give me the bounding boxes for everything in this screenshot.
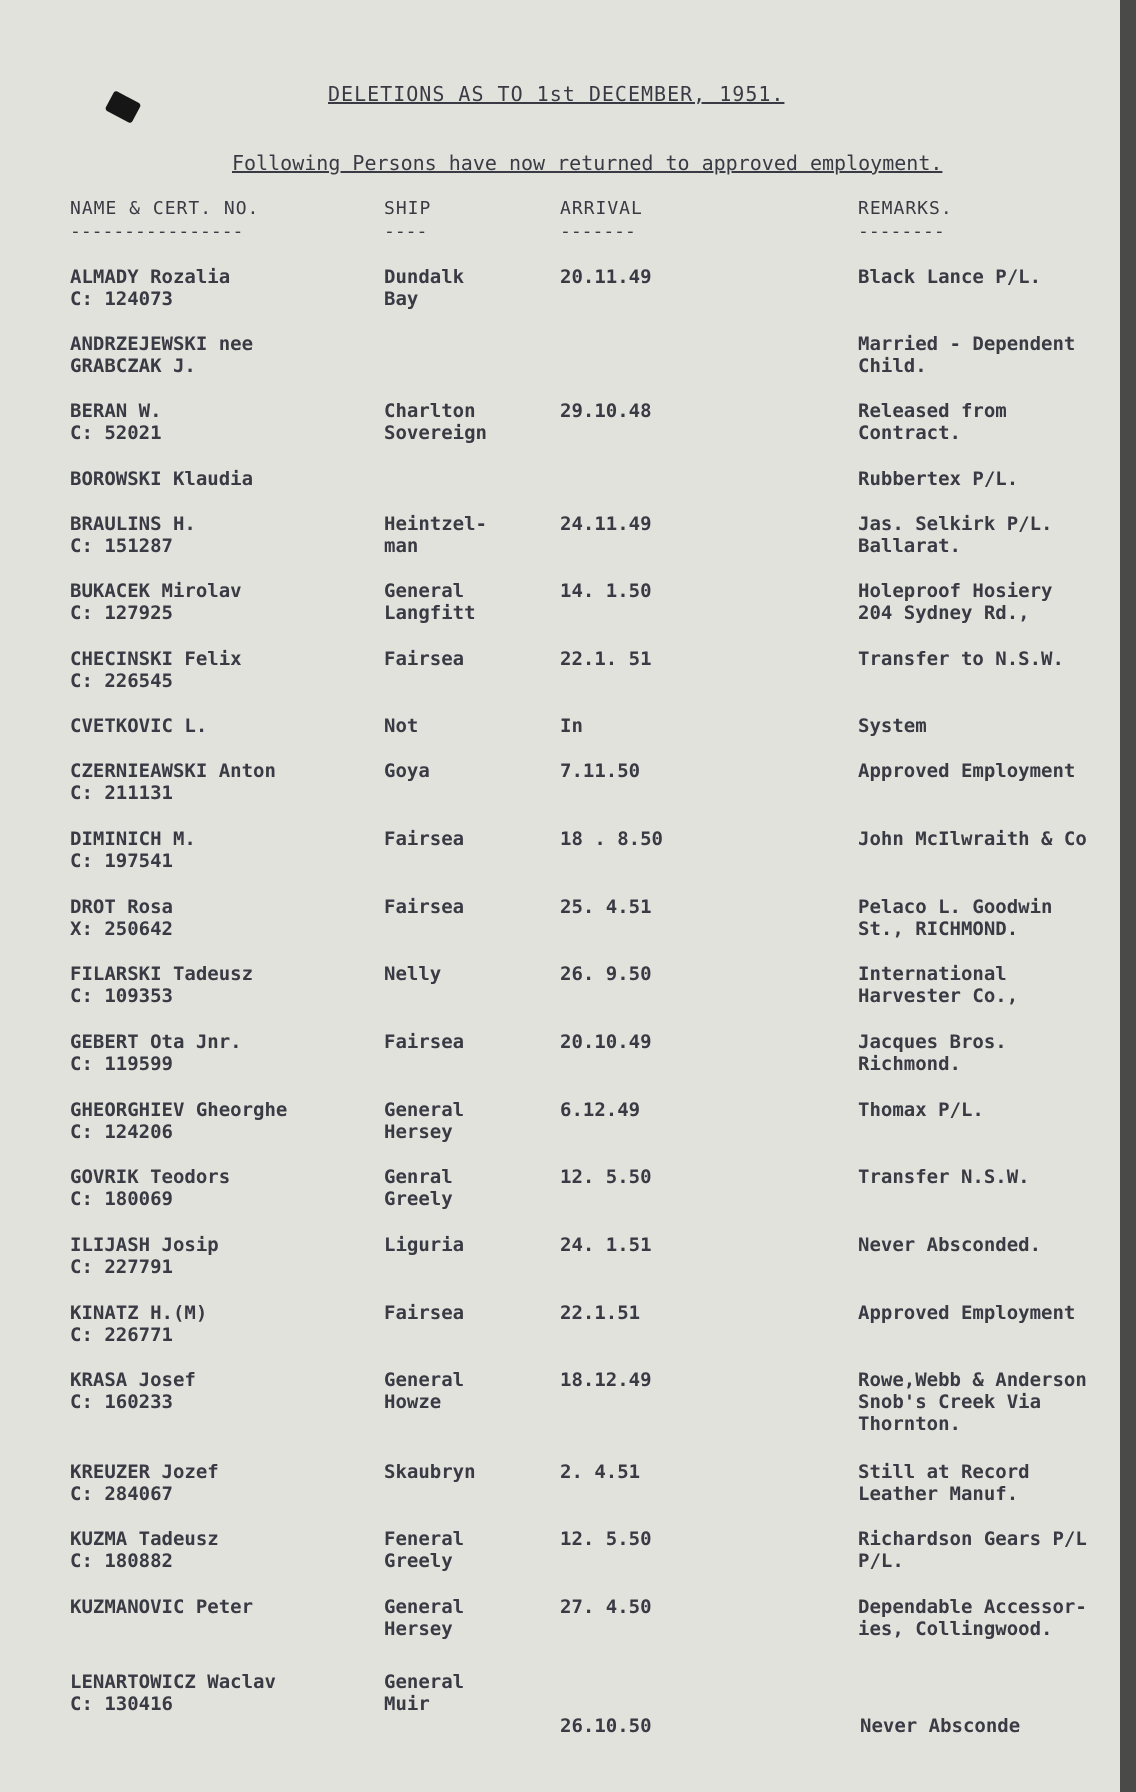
punched-hole [105,90,142,124]
remarks-text: Black Lance P/L. [858,266,1042,288]
last-remarks: Never Absconde [860,1715,1021,1737]
person-name: DROT Rosa X: 250642 [70,896,173,940]
ship-name: General Howze [384,1369,465,1413]
remarks-text: Transfer N.S.W. [858,1166,1030,1188]
column-header-ship: SHIP ---- [384,198,432,242]
ship-name: Not [384,715,419,737]
arrival-date: 6.12.49 [560,1099,641,1121]
column-header-remarks: REMARKS. -------- [858,198,953,242]
person-name: ALMADY Rozalia C: 124073 [70,266,231,310]
remarks-text: Approved Employment [858,760,1076,782]
person-name: BRAULINS H. C: 151287 [70,513,196,557]
remarks-text: Married - Dependent Child. [858,333,1076,377]
remarks-text: System [858,715,927,737]
arrival-date: 22.1. 51 [560,648,652,670]
person-name: DIMINICH M. C: 197541 [70,828,196,872]
remarks-text: Approved Employment [858,1302,1076,1324]
ship-name: Fairsea [384,896,465,918]
person-name: LENARTOWICZ Waclav C: 130416 [70,1671,276,1715]
last-arrival: 26.10.50 [560,1715,652,1737]
person-name: KINATZ H.(M) C: 226771 [70,1302,208,1346]
remarks-text: Rowe,Webb & Anderson Snob's Creek Via Thornton. [858,1369,1087,1435]
person-name: ANDRZEJEWSKI nee GRABCZAK J. [70,333,254,377]
ship-name: Feneral Greely [384,1528,465,1572]
header-rule: ---- [384,220,428,242]
header-rule: ------- [560,220,636,242]
remarks-text: Pelaco L. Goodwin St., RICHMOND. [858,896,1053,940]
person-name: GEBERT Ota Jnr. C: 119599 [70,1031,242,1075]
arrival-date: 2. 4.51 [560,1461,641,1483]
remarks-text: Jas. Selkirk P/L. Ballarat. [858,513,1053,557]
arrival-date: 20.11.49 [560,266,652,288]
ship-name: Genral Greely [384,1166,453,1210]
arrival-date: 24. 1.51 [560,1234,652,1256]
column-header-arrival: ARRIVAL ------- [560,198,643,242]
person-name: KREUZER Jozef C: 284067 [70,1461,219,1505]
person-name: BUKACEK Mirolav C: 127925 [70,580,242,624]
arrival-date: 14. 1.50 [560,580,652,602]
remarks-text: Dependable Accessor- ies, Collingwood. [858,1596,1087,1640]
header-rule: ---------------- [70,220,244,242]
ship-name: Fairsea [384,1302,465,1324]
ship-name: Nelly [384,963,442,985]
remarks-text: Released from Contract. [858,400,1007,444]
column-header-name: NAME & CERT. NO. ---------------- [70,198,260,242]
ship-name: Skaubryn [384,1461,476,1483]
remarks-text: Richardson Gears P/L P/L. [858,1528,1087,1572]
person-name: CZERNIEAWSKI Anton C: 211131 [70,760,276,804]
page-subtitle: Following Persons have now returned to approved employment. [232,151,943,175]
arrival-date: 18 . 8.50 [560,828,663,850]
arrival-date: 24.11.49 [560,513,652,535]
remarks-text: Thomax P/L. [858,1099,984,1121]
person-name: GHEORGHIEV Gheorghe C: 124206 [70,1099,288,1143]
arrival-date: 7.11.50 [560,760,641,782]
ship-name: General Muir [384,1671,465,1715]
remarks-text: Holeproof Hosiery 204 Sydney Rd., [858,580,1053,624]
arrival-date: 18.12.49 [560,1369,652,1391]
person-name: KRASA Josef C: 160233 [70,1369,196,1413]
header-rule: -------- [858,220,945,242]
ship-name: Fairsea [384,828,465,850]
arrival-date: In [560,715,583,737]
ship-name: Fairsea [384,1031,465,1053]
arrival-date: 12. 5.50 [560,1528,652,1550]
person-name: CVETKOVIC L. [70,715,208,737]
arrival-date: 29.10.48 [560,400,652,422]
person-name: ILIJASH Josip C: 227791 [70,1234,219,1278]
ship-name: General Langfitt [384,580,476,624]
page-title: DELETIONS AS TO 1st DECEMBER, 1951. [328,82,785,106]
arrival-date: 27. 4.50 [560,1596,652,1618]
ship-name: General Hersey [384,1099,465,1143]
arrival-date: 22.1.51 [560,1302,641,1324]
ship-name: Heintzel- man [384,513,487,557]
remarks-text: Transfer to N.S.W. [858,648,1064,670]
remarks-text: John McIlwraith & Co [858,828,1087,850]
ship-name: Charlton Sovereign [384,400,487,444]
remarks-text: Still at Record Leather Manuf. [858,1461,1030,1505]
arrival-date: 25. 4.51 [560,896,652,918]
person-name: BOROWSKI Klaudia [70,468,254,490]
ship-name: Dundalk Bay [384,266,465,310]
arrival-date: 20.10.49 [560,1031,652,1053]
ship-name: General Hersey [384,1596,465,1640]
ship-name: Goya [384,760,430,782]
person-name: GOVRIK Teodors C: 180069 [70,1166,231,1210]
remarks-text: International Harvester Co., [858,963,1019,1007]
person-name: KUZMA Tadeusz C: 180882 [70,1528,219,1572]
arrival-date: 26. 9.50 [560,963,652,985]
ship-name: Liguria [384,1234,465,1256]
person-name: KUZMANOVIC Peter [70,1596,254,1618]
ship-name: Fairsea [384,648,465,670]
remarks-text: Never Absconded. [858,1234,1042,1256]
person-name: CHECINSKI Felix C: 226545 [70,648,242,692]
person-name: BERAN W. C: 52021 [70,400,162,444]
person-name: FILARSKI Tadeusz C: 109353 [70,963,254,1007]
arrival-date: 12. 5.50 [560,1166,652,1188]
remarks-text: Jacques Bros. Richmond. [858,1031,1007,1075]
remarks-text: Rubbertex P/L. [858,468,1019,490]
